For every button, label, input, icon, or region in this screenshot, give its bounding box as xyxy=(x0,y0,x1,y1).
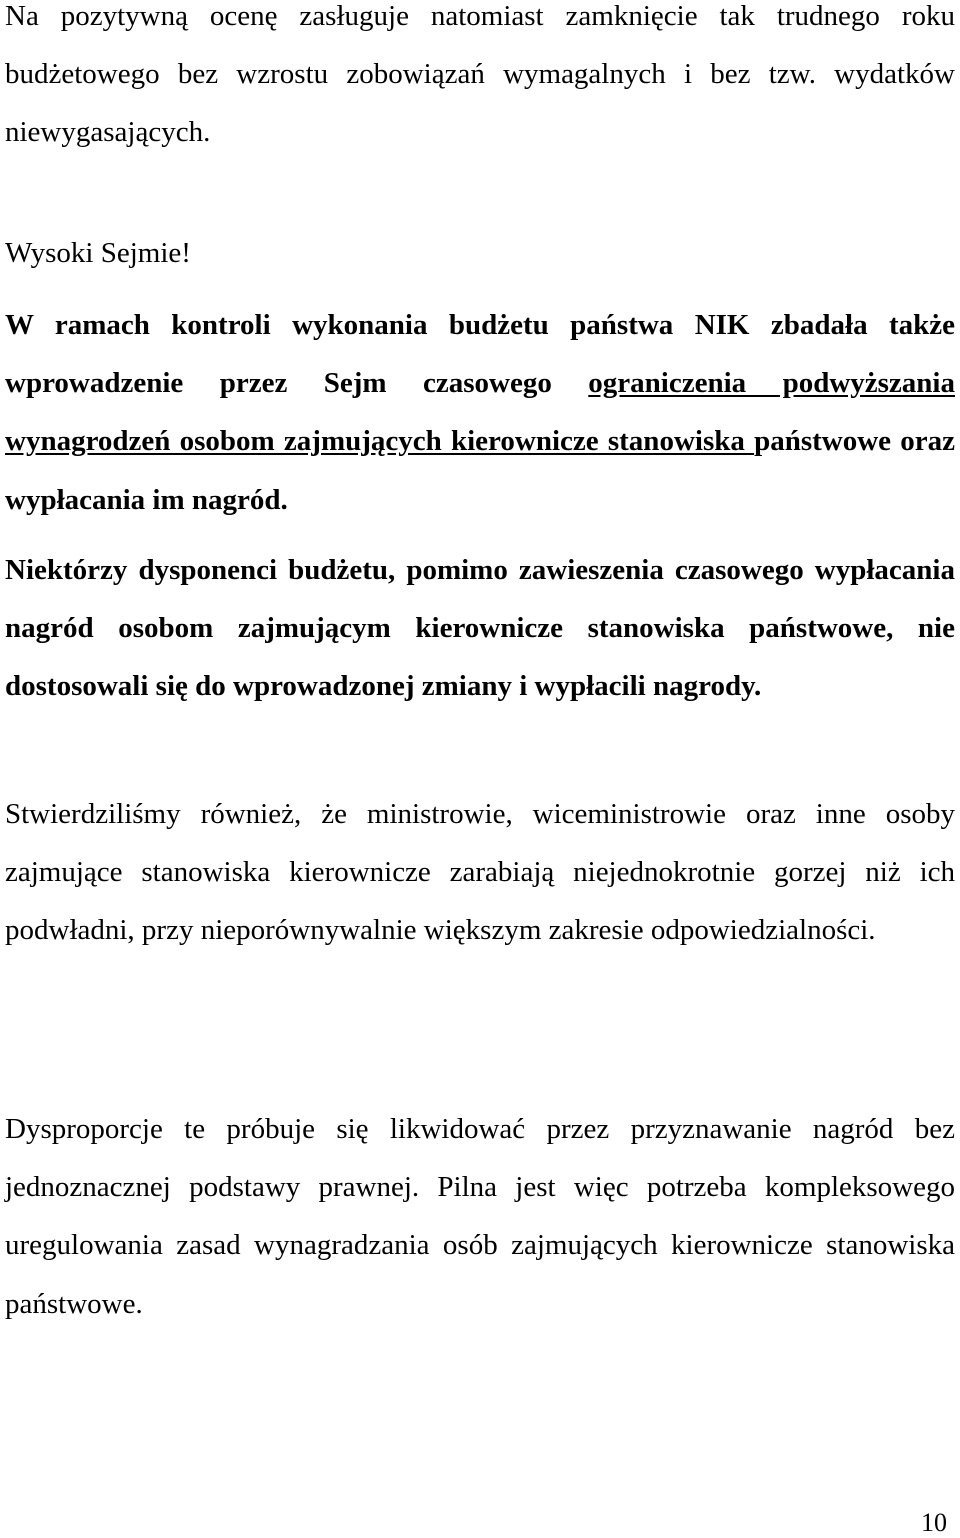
paragraph-ministers-pay: Stwierdziliśmy również, że ministrowie, wiceministrowie oraz inne osoby zajmujące stanowiska kierownicze zarabiają niejednokrotnie gorzej niż ich podwładni, przy nieporównywalnie większym zakresie odpowiedzialności. xyxy=(5,798,955,947)
paragraph-disproportions: Dysproporcje te próbuje się likwidować przez przyznawanie nagród bez jednoznacznej podstawy prawnej. Pilna jest więc potrzeba kompleksowego uregulowania zasad wynagradzania osób zajmujących kierownicze stanowiska państwowe. xyxy=(5,1113,955,1320)
paragraph-nik-control-end: państwowe oraz wypłacania im nagród. xyxy=(5,425,955,516)
underlined-salary-limit: ograniczenia podwyższania wynagrodzeń osobom zajmujących kierownicze stanowiska xyxy=(5,367,955,458)
page-number: 10 xyxy=(921,1508,947,1537)
paragraph-nik-control-intro: W ramach kontroli wykonania budżetu państwa NIK zbadała także wprowadzenie przez Sejm czasowego xyxy=(5,309,955,400)
paragraph-disposers-bonuses: Niektórzy dysponenci budżetu, pomimo zawieszenia czasowego wypłacania nagród osobom zajmującym kierownicze stanowiska państwowe, nie dostosowali się do wprowadzonej zmiany i wypłacili nagrody. xyxy=(5,554,955,703)
paragraph-budget-closure: Na pozytywną ocenę zasługuje natomiast zamknięcie tak trudnego roku budżetowego bez wzrostu zobowiązań wymagalnych i bez tzw. wydatków niewygasających. xyxy=(5,0,955,149)
paragraph-salutation: Wysoki Sejmie! xyxy=(5,237,191,269)
paragraph-nik-control xyxy=(5,296,955,529)
document-page xyxy=(5,0,955,1537)
